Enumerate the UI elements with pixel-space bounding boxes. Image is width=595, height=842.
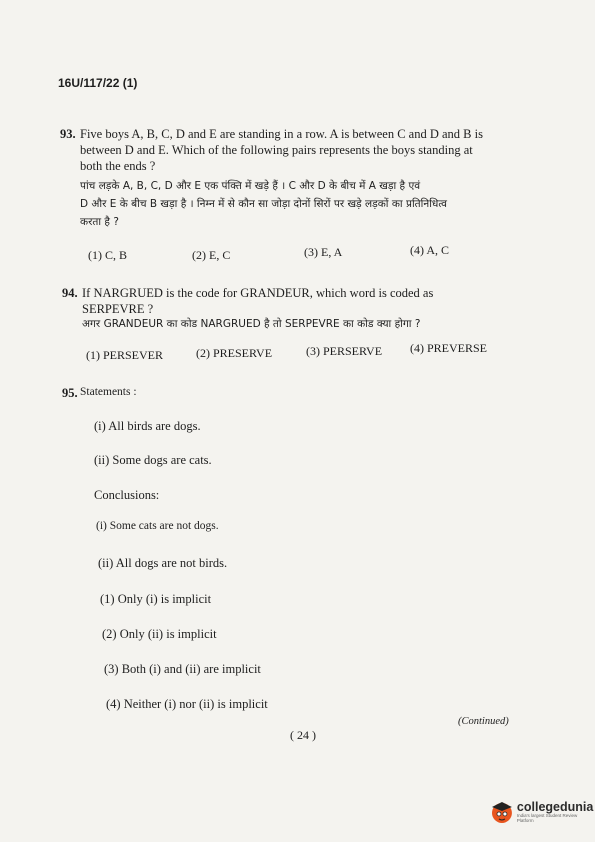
- q95-statement-1: (i) All birds are dogs.: [94, 419, 201, 433]
- q95-option-2: (2) Only (ii) is implicit: [102, 627, 217, 641]
- q94-text-line2: SERPEVRE ?: [82, 302, 154, 316]
- continued-label: (Continued): [458, 716, 509, 727]
- q93-option-3: (3) E, A: [304, 245, 343, 259]
- q94-text-line1: If NARGRUED is the code for GRANDEUR, which word is coded as: [82, 286, 434, 300]
- q94-number: 94.: [62, 286, 78, 300]
- q95-conclusions-heading: Conclusions:: [94, 488, 160, 502]
- q95-number: 95.: [62, 386, 78, 400]
- q93-text-line2: between D and E. Which of the following pairs represents the boys standing at: [80, 143, 473, 157]
- q93-hindi-line1: पांच लड़के A, B, C, D और E एक पंक्ति में खड़े हैं । C और D के बीच में A खड़ा है एवं: [80, 180, 421, 192]
- watermark-name: collegedunia: [516, 799, 594, 814]
- q94-option-4: (4) PREVERSE: [410, 341, 488, 355]
- q94-option-3: (3) PERSERVE: [306, 344, 383, 358]
- q95-conclusion-1: (i) Some cats are not dogs.: [96, 520, 219, 532]
- page-number: ( 24 ): [290, 728, 316, 742]
- q93-option-2: (2) E, C: [192, 248, 231, 262]
- q93-option-4: (4) A, C: [410, 243, 449, 257]
- graduate-icon: [490, 800, 514, 824]
- q94-hindi: अगर GRANDEUR का कोड NARGRUED है तो SERPEVRE का कोड क्या होगा ?: [82, 318, 421, 330]
- q93-number: 93.: [60, 127, 76, 141]
- q94-option-2: (2) PRESERVE: [196, 346, 273, 360]
- collegedunia-watermark: [490, 800, 595, 824]
- q95-option-4: (4) Neither (i) nor (ii) is implicit: [106, 697, 268, 711]
- q93-option-1: (1) C, B: [88, 248, 127, 262]
- q93-hindi-line2: D और E के बीच B खड़ा है । निम्न में से कौन सा जोड़ा दोनों सिरों पर खड़े लड़कों का प्रतिनिधित्व: [80, 198, 448, 210]
- q95-statement-2: (ii) Some dogs are cats.: [94, 453, 212, 467]
- q93-text-line3: both the ends ?: [80, 159, 156, 173]
- paper-code: 16U/117/22 (1): [58, 76, 138, 90]
- q93-text-line1: Five boys A, B, C, D and E are standing in a row. A is between C and D and B is: [80, 127, 483, 141]
- q95-option-3: (3) Both (i) and (ii) are implicit: [104, 662, 261, 676]
- q95-statements-heading: Statements :: [80, 386, 137, 398]
- q95-conclusion-2: (ii) All dogs are not birds.: [98, 556, 228, 570]
- q94-option-1: (1) PERSEVER: [86, 348, 164, 362]
- q95-option-1: (1) Only (i) is implicit: [100, 592, 212, 606]
- watermark-tagline: India's largest Student Review Platform: [516, 813, 578, 823]
- q93-hindi-line3: करता है ?: [80, 216, 119, 228]
